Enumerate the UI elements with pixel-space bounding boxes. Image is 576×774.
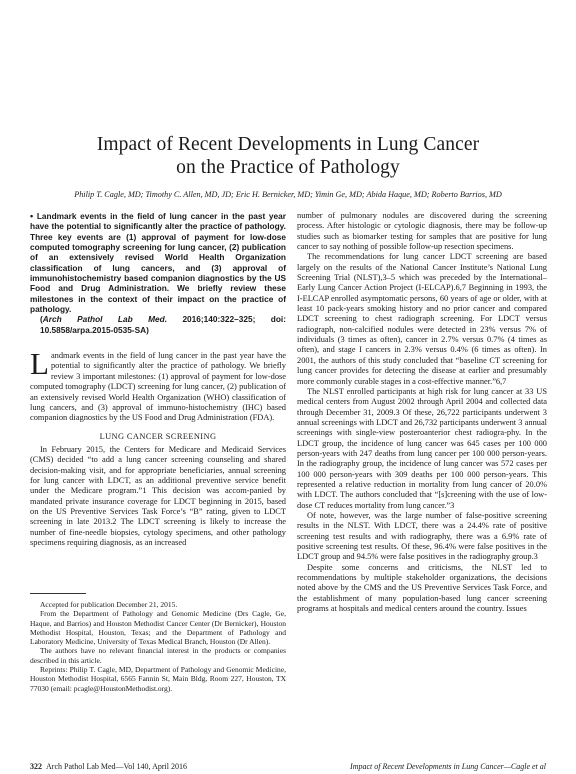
body-paragraph: Of note, however, was the large number of false-positive screening results in the NLST. With LDCT, there was a 24.4% rate of positive screening test results and with radiography, there was a 6.9% rate of positive screening test results. Of these, 96.4% were false positives in the LDCT group and 94.5% were false positives in the radiography group.3 [297,510,547,562]
left-column [30,211,286,548]
body-paragraph: The NLST enrolled participants at high risk for lung cancer at 33 US medical centers from August 2002 through April 2004 and collected data through December 31, 2009.3 Of these, 26,722 participants underwent 3 annual screenings with LDCT and 26,732 participants underwent 3 annual screenings with single-view posteroanterior chest radiogra-phy. In the LDCT group, the incidence of lung cancer was 645 cases per 100 000 person-years with 247 deaths from lung cancer per 100 000 person-years. In the radiography group, the incidence of lung cancer was 572 cases per 100 000 person-years with 309 deaths per 100 000 person-years. This represented a relative reduction in mortality from lung cancer of 20.0% with LDCT. The authors concluded that “[s]creening with the use of low-dose CT reduces mortality from lung cancer.”3 [297,386,547,510]
body-paragraph: Despite some concerns and criticisms, the NLST led to recommendations by multiple stakeholder organizations, the decisions noted above by the CMS and the US Preventive Services Task Force, and the establishment of many population-based lung cancer screening programs at hospitals and medical centers around the country. Issues [297,562,547,614]
citation [40,314,286,335]
footnotes [30,600,286,693]
title-line-1: Impact of Recent Developments in Lung Cancer [96,134,480,155]
citation-journal: Arch Pathol Lab Med. [42,314,167,325]
section-heading: LUNG CANCER SCREENING [99,431,217,441]
footnote-divider [30,593,86,594]
footnote-affiliation: From the Department of Pathology and Genomic Medicine (Drs Cagle, Ge, Haque, and Barrios) and Houston Methodist Cancer Center (Dr Bernicker), Houston Methodist Hospital, Houston, Texas; and the Department of Pathology and Laboratory Medicine, University of Texas Medical Branch, Houston (Dr Allen). [30,609,286,647]
journal-info: Arch Pathol Lab Med—Vol 140, April 2016 [46,762,187,771]
intro-paragraph [30,346,286,423]
abstract [30,211,286,314]
page-number: 322 [30,762,42,771]
intro-text: andmark events in the field of lung cancer in the past year have the potential to significantly alter the practice of pathology. We briefly review 3 important milestones: (1) approval of payment for low-dose computed tomography (LDCT) screening for lung cancer, (2) publication of an extensively revised World Health Organization (WHO) classification of lung cancers, and (3) approval of immuno-histochemistry (IHC) based companion diagnostics by the US Food and Drug Administration (FDA). [30,351,286,423]
body-paragraph: The recommendations for lung cancer LDCT screening are based largely on the results of the National Cancer Institute’s National Lung Screening Trial (NLST),3–5 which was preceded by the International–Early Lung Cancer Action Project (I-ELCAP).6,7 Beginning in 1993, the I-ELCAP enrolled asymptomatic persons, 60 years of age or older, with at least 10 pack-years smoking history and no prior cancer and compared LDCT screening to chest radiograph screening. For LDCT versus radiograph, non-calcified nodules were detected in 23% versus 7% of individuals (3 times as often), cancer in 2.7% versus 0.7% (4 times as often), and stage I cancers in 2.3% versus 0.4% (6 times as often). In 2001, the authors of this study concluded that “baseline CT screening for lung cancer provides for detecting the disease at earlier and presumably more commonly curable stages in a cost-effective manner.”6,7 [297,252,547,386]
body-paragraph: In February 2015, the Centers for Medicare and Medicaid Services (CMS) decided “to add a lung cancer screening counseling and shared decision-making visit, and for appropriate beneficiaries, annual screening for lung cancer with LDCT, as an additional preventive service benefit under the Medicare program.”1 This decision was accom-panied by mandated private insurance coverage for LDCT beginning in 2015, based on the US Preventive Services Task Force’s “B” rating, given to LDCT screening in late 2013.2 The LDCT screening is likely to increase the number of fine-needle biopsies, cytology specimens, and other pathology specimens requiring diagnosis, as an increased [30,444,286,547]
title-line-2: on the Practice of Pathology [176,157,400,178]
footnote-reprints: Reprints: Philip T. Cagle, MD, Department of Pathology and Genomic Medicine, Houston Methodist Hospital, 6565 Fannin St, Main Bldg, Room 227, Houston, TX 77030 (email: pcagle@HoustonMethodist.org). [30,665,286,693]
abstract-bullet: • [30,211,34,221]
author-list: Philip T. Cagle, MD; Timothy C. Allen, MD, JD; Eric H. Bernicker, MD; Yimin Ge, MD; Abida Haque, MD; Roberto Barrios, MD [74,190,502,199]
drop-cap: L [30,346,49,382]
footnote-disclosure: The authors have no relevant financial interest in the products or companies described in this article. [30,646,286,665]
body-paragraph: number of pulmonary nodules are discovered during the screening process. After histologic or cytologic diagnosis, there may be follow-up studies such as biomarker testing for samples that are positive for lung cancer to say nothing of possible follow-up resection specimens. [297,211,547,252]
citation-details: 2016;140:322–325; doi: 10.5858/arpa.2015-0535-SA) [40,314,286,335]
running-title: Impact of Recent Developments in Lung Cancer—Cagle et al [350,762,546,771]
article-title [0,133,576,179]
citation-open: ( [40,314,43,325]
abstract-text: Landmark events in the field of lung cancer in the past year have the potential to significantly alter the practice of pathology. Three key events are (1) approval of payment for low-dose computed tomography screening for lung cancer, (2) publication of an extensively revised World Health Organization classification of lung cancers, and (3) approval of immunohistochemistry based companion diagnostics by the US Food and Drug Administration. We briefly review these milestones in the context of their impact on the practice of pathology. [30,211,286,315]
footnote-accepted: Accepted for publication December 21, 2015. [40,600,178,609]
page-footer-left [30,762,187,772]
right-column [297,211,547,614]
